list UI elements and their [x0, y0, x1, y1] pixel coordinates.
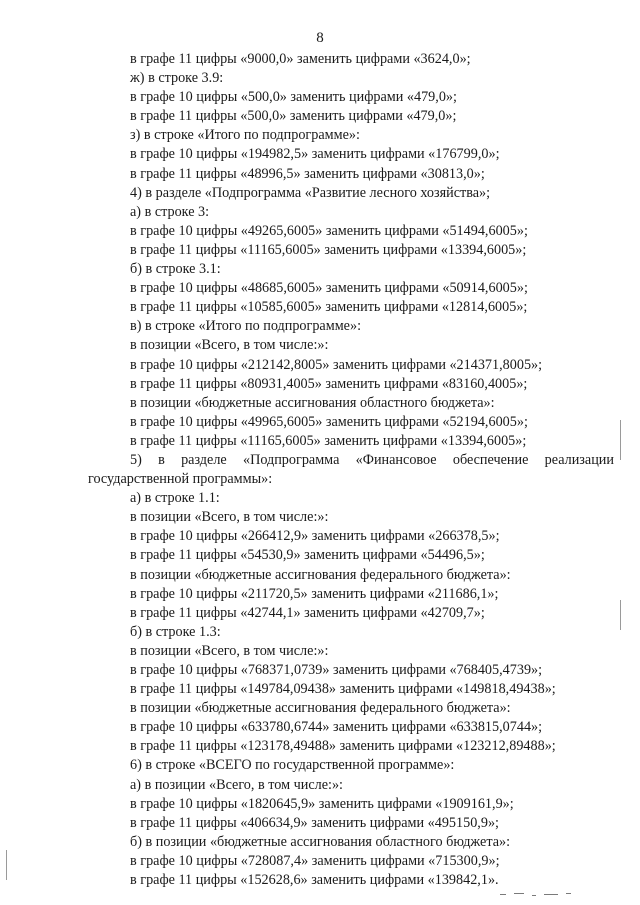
text-line: в графе 11 цифры «500,0» заменить цифрами «479,0»;: [130, 108, 457, 125]
text-line: 6) в строке «ВСЕГО по государственной программе»:: [130, 757, 455, 774]
text-line: в позиции «бюджетные ассигнования областного бюджета»:: [130, 394, 495, 411]
text-line: в графе 10 цифры «49265,6005» заменить цифрами «51494,6005»;: [130, 222, 528, 239]
text-line: в графе 11 цифры «406634,9» заменить цифрами «495150,9»;: [130, 814, 499, 831]
text-line: в графе 10 цифры «48685,6005» заменить цифрами «50914,6005»;: [130, 280, 528, 297]
text-line: в графе 11 цифры «11165,6005» заменить цифрами «13394,6005»;: [130, 432, 527, 449]
text-line: в позиции «Всего, в том числе:»:: [130, 642, 329, 659]
text-line: а) в строке 3:: [130, 203, 210, 220]
scan-edge-mark: [6, 850, 7, 880]
text-line: 4) в разделе «Подпрограмма «Развитие лесного хозяйства»;: [130, 184, 491, 201]
text-line: в графе 11 цифры «123178,49488» заменить цифрами «123212,89488»;: [130, 738, 556, 755]
text-line: в графе 10 цифры «728087,4» заменить цифрами «715300,9»;: [130, 852, 500, 869]
text-line: а) в строке 1.1:: [130, 490, 220, 507]
text-line: в графе 10 цифры «194982,5» заменить цифрами «176799,0»;: [130, 146, 500, 163]
text-line: ж) в строке 3.9:: [130, 70, 224, 87]
text-line: в графе 10 цифры «211720,5» заменить цифрами «211686,1»;: [130, 585, 499, 602]
text-line: в графе 10 цифры «500,0» заменить цифрами «479,0»;: [130, 89, 457, 106]
text-line: в графе 11 цифры «42744,1» заменить цифрами «42709,7»;: [130, 604, 485, 621]
text-line: в позиции «бюджетные ассигнования федерального бюджета»:: [130, 700, 511, 717]
text-line: 5) в разделе «Подпрограмма «Финансовое обеспечение реализации: [130, 451, 614, 468]
text-line: в графе 10 цифры «212142,8005» заменить цифрами «214371,8005»;: [130, 356, 543, 373]
text-line: з) в строке «Итого по подпрограмме»:: [130, 127, 360, 144]
text-line: в графе 11 цифры «54530,9» заменить цифрами «54496,5»;: [130, 547, 485, 564]
text-line: в графе 10 цифры «49965,6005» заменить цифрами «52194,6005»;: [130, 413, 528, 430]
scan-edge-mark: [620, 600, 621, 630]
text-line: в графе 10 цифры «1820645,9» заменить цифрами «1909161,9»;: [130, 795, 514, 812]
text-line: государственной программы»:: [88, 471, 273, 488]
text-line: в графе 10 цифры «633780,6744» заменить цифрами «633815,0744»;: [130, 719, 543, 736]
text-line: в графе 11 цифры «152628,6» заменить цифрами «139842,1».: [130, 872, 499, 889]
document-body: [88, 50, 614, 890]
text-line: в графе 11 цифры «149784,09438» заменить цифрами «149818,49438»;: [130, 681, 556, 698]
text-line: в графе 11 цифры «80931,4005» заменить цифрами «83160,4005»;: [130, 375, 528, 392]
text-line: в позиции «Всего, в том числе:»:: [130, 509, 329, 526]
text-line: а) в позиции «Всего, в том числе:»:: [130, 776, 343, 793]
text-line: в графе 11 цифры «9000,0» заменить цифрами «3624,0»;: [130, 51, 471, 67]
text-line: в графе 11 цифры «10585,6005» заменить цифрами «12814,6005»;: [130, 299, 528, 316]
text-line: в графе 10 цифры «266412,9» заменить цифрами «266378,5»;: [130, 528, 500, 545]
text-line: б) в строке 3.1:: [130, 261, 221, 278]
text-line: в графе 10 цифры «768371,0739» заменить цифрами «768405,4739»;: [130, 662, 543, 678]
text-line: в позиции «Всего, в том числе:»:: [130, 337, 329, 354]
text-line: в графе 11 цифры «11165,6005» заменить цифрами «13394,6005»;: [130, 241, 527, 258]
text-line: в позиции «бюджетные ассигнования федерального бюджета»:: [130, 566, 511, 583]
page-number: 8: [316, 30, 324, 46]
text-line: б) в позиции «бюджетные ассигнования областного бюджета»:: [130, 833, 511, 850]
text-line: в) в строке «Итого по подпрограмме»:: [130, 318, 362, 335]
text-line: в графе 11 цифры «48996,5» заменить цифрами «30813,0»;: [130, 165, 485, 182]
scan-specks: [500, 893, 580, 897]
scan-edge-mark: [620, 420, 621, 460]
text-line: б) в строке 1.3:: [130, 623, 221, 640]
